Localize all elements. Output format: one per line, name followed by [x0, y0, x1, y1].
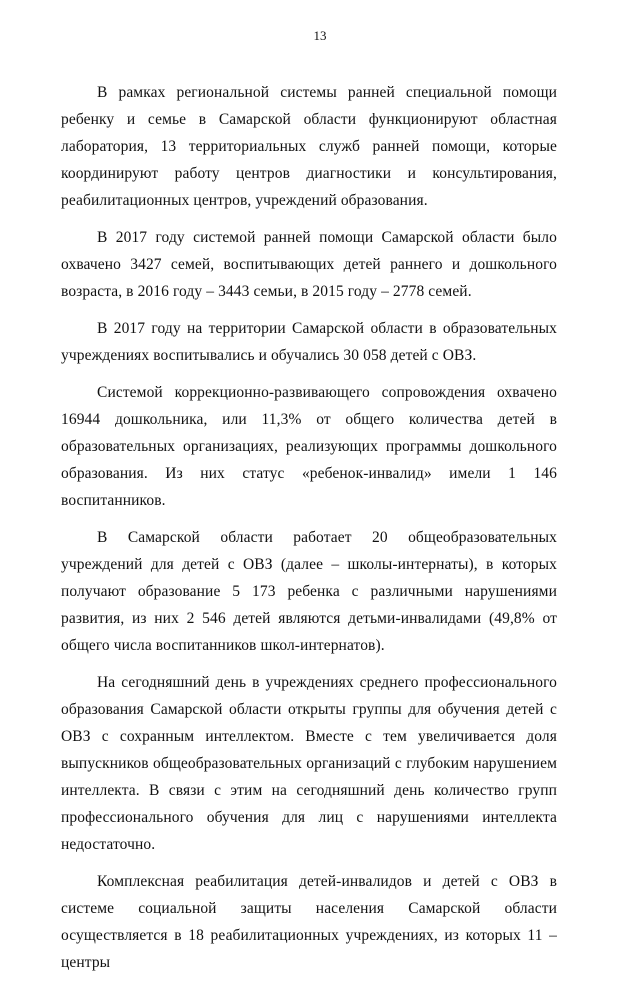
page-number: 13 [313, 28, 327, 43]
paragraph-vocational-education: На сегодняшний день в учреждениях среднего профессионального образования Самарской области открыты группы для обучения детей с ОВЗ с сохранным интеллектом. Вместе с тем увеличивается доля выпускников общеобразовательных организаций с глубоким нарушением интеллекта. В связи с этим на сегодняшний день количество групп профессионального обучения для лиц с нарушениями интеллекта недостаточно. [61, 674, 557, 853]
paragraph-preschool-support: Системой коррекционно-развивающего сопровождения охвачено 16944 дошкольника, или 11,3% от общего количества детей в образовательных организациях, реализующих программы дошкольного образования. Из них статус «ребенок-инвалид» имели 1 146 воспитанников. [61, 384, 557, 509]
document-body [61, 79, 557, 986]
paragraph-boarding-schools: В Самарской области работает 20 общеобразовательных учреждений для детей с ОВЗ (далее – школы-интернаты), в которых получают образование 5 173 ребенка с различными нарушениями развития, из них 2 546 детей являются детьми-инвалидами (49,8% от общего числа воспитанников школ-интернатов). [61, 529, 557, 654]
paragraph-early-help-system: В рамках региональной системы ранней специальной помощи ребенку и семье в Самарской области функционируют областная лаборатория, 13 территориальных служб ранней помощи, которые координируют работу центров диагностики и консультирования, реабилитационных центров, учреждений образования. [61, 84, 557, 209]
paragraph-children-with-disabilities: В 2017 году на территории Самарской области в образовательных учреждениях воспитывались и обучались 30 058 детей с ОВЗ. [61, 320, 557, 364]
paragraph-rehabilitation: Комплексная реабилитация детей-инвалидов и детей с ОВЗ в системе социальной защиты населения Самарской области осуществляется в 18 реабилитационных учреждениях, из которых 11 – центры [61, 873, 557, 971]
paragraph-families-covered: В 2017 году системой ранней помощи Самарской области было охвачено 3427 семей, воспитывающих детей раннего и дошкольного возраста, в 2016 году – 3443 семьи, в 2015 году – 2778 семей. [61, 229, 557, 300]
